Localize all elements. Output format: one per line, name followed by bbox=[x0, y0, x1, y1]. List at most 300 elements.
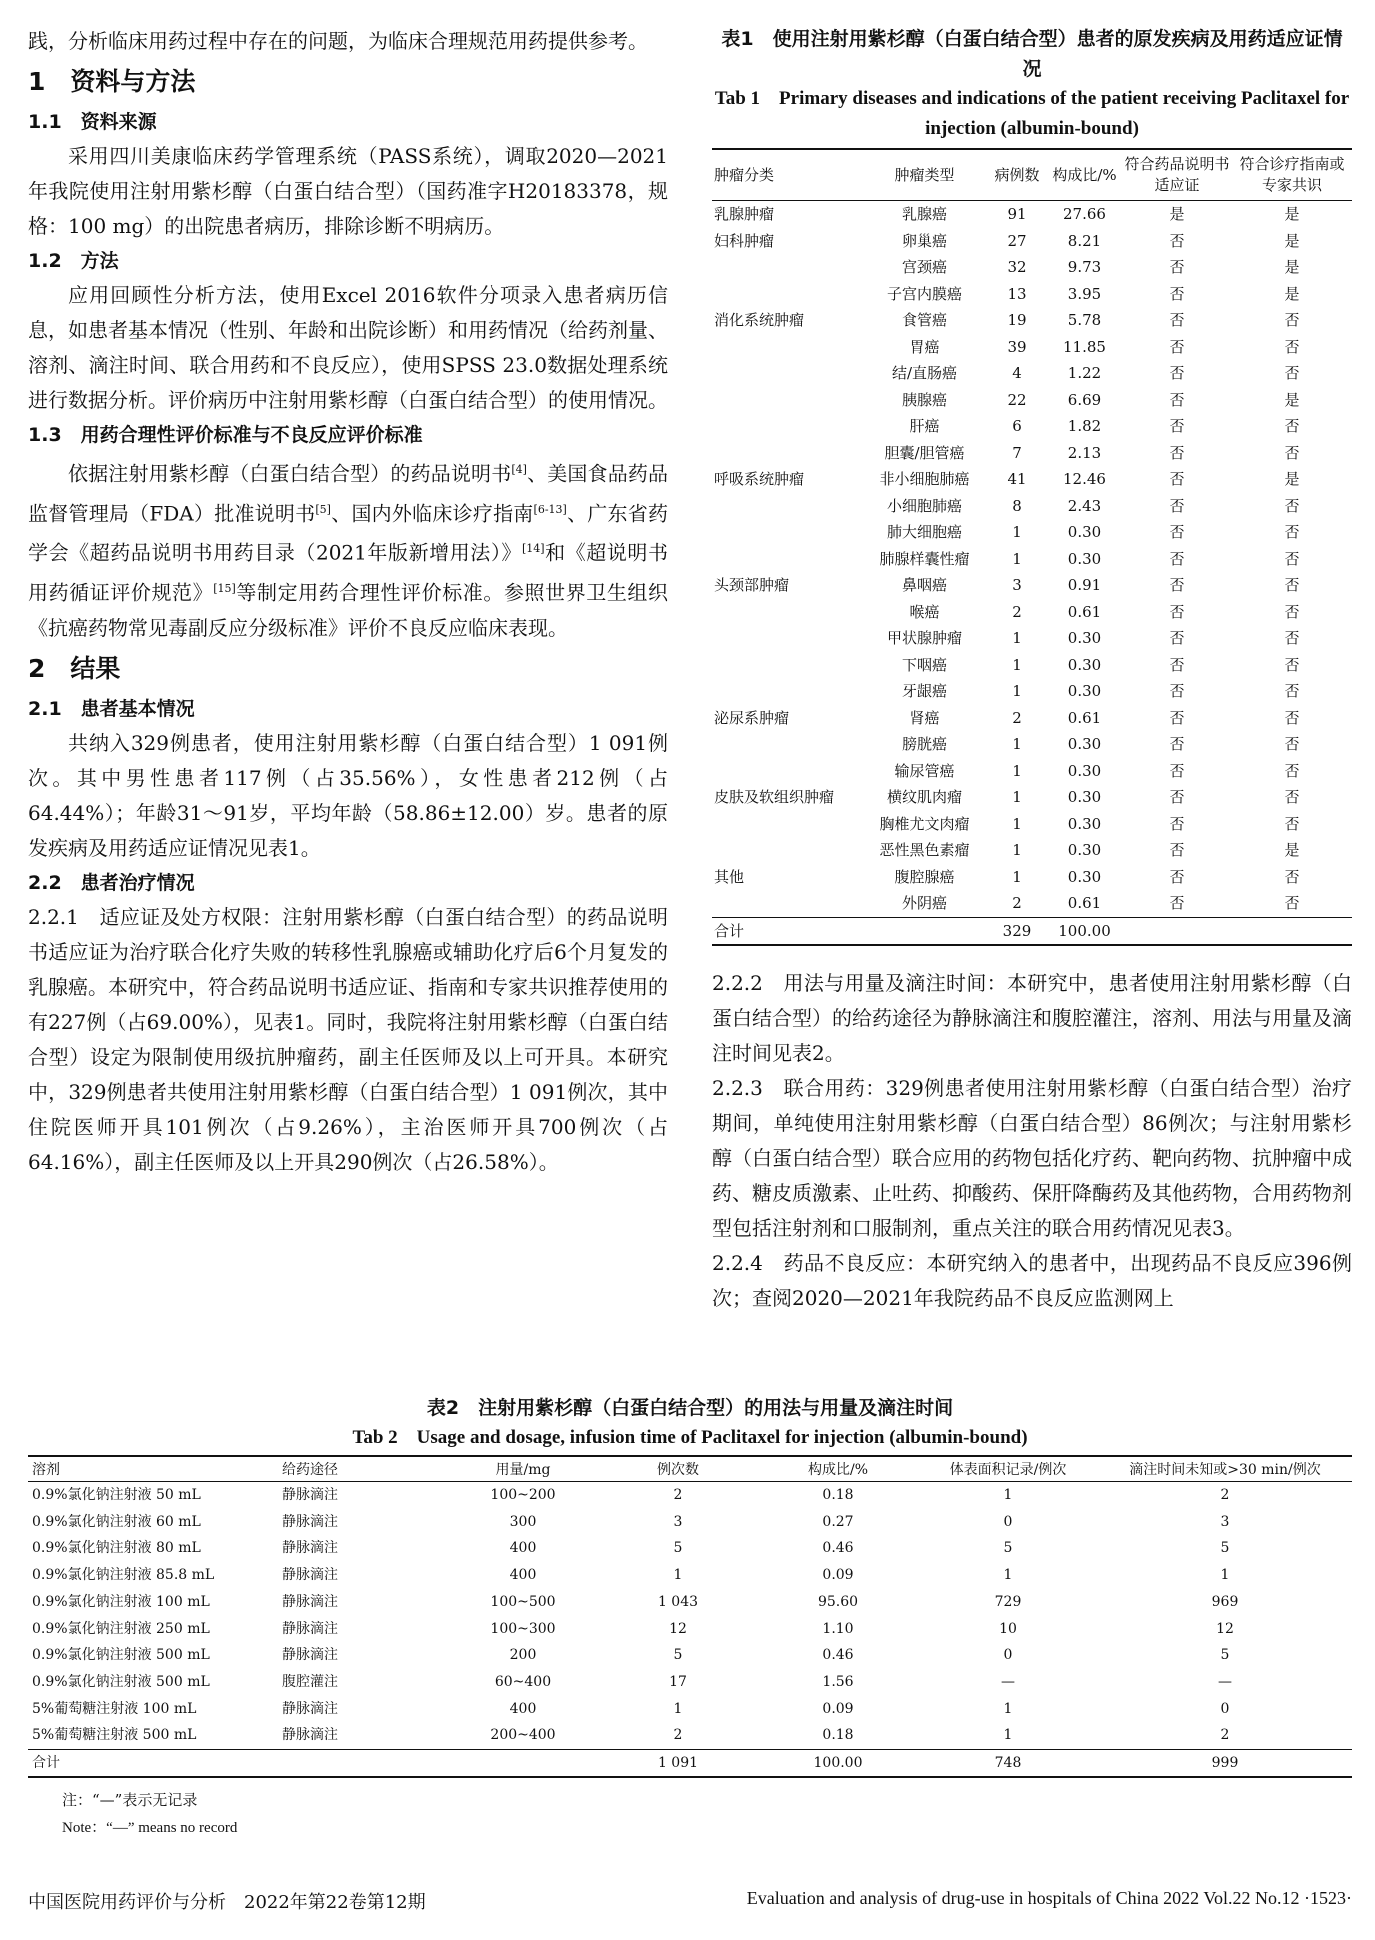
table-row bbox=[712, 334, 1352, 361]
table-cell: 否 bbox=[1169, 841, 1185, 859]
journal-name-cn: 中国医院用药评价与分析 2022年第22卷第12期 bbox=[28, 1892, 426, 1913]
table-cell: 0.30 bbox=[1067, 682, 1102, 700]
table-cell: 否 bbox=[1284, 735, 1300, 753]
table-cell: 静脉滴注 bbox=[282, 1540, 338, 1557]
table-cell: 329 bbox=[1002, 921, 1032, 940]
table-cell: 肺腺样囊性瘤 bbox=[879, 549, 970, 568]
table-cell: — bbox=[1218, 1673, 1232, 1690]
table-cell: 0.30 bbox=[1067, 841, 1102, 859]
table-cell: 100.00 bbox=[1058, 921, 1111, 940]
table-cell: 0.9%氯化钠注射液 100 mL bbox=[32, 1593, 210, 1610]
table-cell: 静脉滴注 bbox=[282, 1513, 338, 1530]
table-2-note-cn: 注：“—”表示无记录 bbox=[62, 1791, 198, 1810]
table-cell: 1 bbox=[1012, 523, 1022, 541]
table-2-caption-en: Tab 2 Usage and dosage, infusion time of Paclitaxel for injection (albumin-bound) bbox=[352, 1427, 1028, 1448]
table-cell: 乳腺癌 bbox=[901, 205, 947, 223]
table-cell: 13 bbox=[1007, 284, 1027, 303]
table-row bbox=[712, 705, 1352, 732]
table-cell: 静脉滴注 bbox=[282, 1593, 338, 1610]
table-cell: 否 bbox=[1284, 867, 1300, 886]
citation: [15] bbox=[213, 581, 236, 595]
table-2-header-row bbox=[28, 1456, 1352, 1482]
table-row bbox=[712, 731, 1352, 758]
table-header-cell: 构成比/% bbox=[1052, 165, 1117, 184]
table-cell: 卵巢癌 bbox=[901, 231, 947, 250]
table-cell: 否 bbox=[1284, 814, 1300, 833]
table-cell bbox=[448, 1750, 598, 1778]
table-cell: 否 bbox=[1169, 576, 1185, 594]
table-cell: 19 bbox=[1007, 311, 1027, 329]
table-cell: 是 bbox=[1284, 284, 1300, 303]
table-cell: 2 bbox=[1012, 602, 1022, 621]
table-cell: 3 bbox=[1012, 576, 1022, 594]
citation: [4] bbox=[511, 463, 527, 476]
table-cell bbox=[1232, 917, 1352, 945]
table-cell: 4 bbox=[1012, 364, 1022, 382]
table-cell: 恶性黑色素瘤 bbox=[879, 841, 970, 859]
table-cell: 下咽癌 bbox=[901, 655, 947, 674]
table-cell: 否 bbox=[1284, 337, 1300, 356]
table-cell bbox=[712, 599, 862, 626]
table-cell bbox=[712, 254, 862, 281]
table-cell: 乳腺肿瘤 bbox=[714, 205, 775, 223]
table-cell: 2.43 bbox=[1067, 496, 1102, 515]
table-cell: 1 bbox=[1003, 1700, 1013, 1717]
table-cell: 宫颈癌 bbox=[901, 258, 947, 276]
table-1-caption-cn: 表1 使用注射用紫杉醇（白蛋白结合型）患者的原发疾病及用药适应证情况 bbox=[721, 28, 1343, 80]
table-cell: 27.66 bbox=[1063, 205, 1106, 223]
table-cell bbox=[712, 387, 862, 414]
table-cell bbox=[862, 917, 987, 945]
section-2-1-title: 2.1 患者基本情况 bbox=[28, 697, 195, 720]
table-cell: 5 bbox=[1220, 1647, 1230, 1664]
table-2-total-row bbox=[28, 1750, 1352, 1778]
table-header-cell: 肿瘤类型 bbox=[894, 165, 955, 184]
page-footer bbox=[28, 1888, 1352, 1914]
table-row bbox=[28, 1509, 1352, 1536]
table-cell bbox=[712, 493, 862, 520]
table-header-cell: 病例数 bbox=[994, 165, 1040, 184]
table-cell: 否 bbox=[1284, 655, 1300, 674]
section-2-2-3-paragraph: 2.2.3 联合用药：329例患者使用注射用紫杉醇（白蛋白结合型）治疗期间，单纯使用注射用紫杉醇（白蛋白结合型）86例次；与注射用紫杉醇（白蛋白结合型）联合应用的药物包括化疗药、靶向药物、抗肿瘤中成药、糖皮质激素、止吐药、抑酸药、保肝降酶药及其他药物，合用药物剂型包括注射剂和口服制剂，重点关注的联合用药情况见表3。 bbox=[712, 1075, 1352, 1240]
table-cell: 否 bbox=[1169, 761, 1185, 780]
table-cell: 否 bbox=[1284, 523, 1300, 541]
table-cell: 0.9%氯化钠注射液 60 mL bbox=[32, 1513, 201, 1530]
table-cell: 1.82 bbox=[1067, 417, 1102, 435]
table-cell: 否 bbox=[1284, 549, 1300, 568]
table-cell: 喉癌 bbox=[909, 602, 940, 621]
table-cell: 否 bbox=[1169, 602, 1185, 621]
table-cell: 否 bbox=[1169, 708, 1185, 727]
table-cell: 0.30 bbox=[1067, 629, 1102, 647]
table-cell: 12 bbox=[669, 1620, 687, 1637]
table-cell: 胃癌 bbox=[909, 337, 940, 356]
table-cell: 969 bbox=[1211, 1593, 1239, 1610]
table-cell: 200 bbox=[509, 1647, 537, 1664]
citation: [14] bbox=[521, 542, 545, 556]
table-cell bbox=[712, 890, 862, 917]
table-cell: 1 bbox=[673, 1700, 683, 1717]
table-cell: 0.30 bbox=[1067, 867, 1102, 886]
table-row bbox=[712, 890, 1352, 917]
table-cell bbox=[712, 519, 862, 546]
table-cell: 100~500 bbox=[490, 1593, 556, 1610]
table-cell: 0.09 bbox=[822, 1700, 854, 1717]
table-row bbox=[712, 837, 1352, 864]
table-cell: 2 bbox=[1220, 1727, 1230, 1744]
section-2-2-1-paragraph: 2.2.1 适应证及处方权限：注射用紫杉醇（白蛋白结合型）的药品说明书适应证为治疗联合化疗失败的转移性乳腺癌或辅助化疗后6个月复发的乳腺癌。本研究中，符合药品说明书适应证、指南和专家共识推荐使用的有227例（占69.00%），见表1。同时，我院将注射用紫杉醇（白蛋白结合型）设定为限制使用级抗肿瘤药，副主任医师及以上可开具。本研究中，329例患者共使用注射用紫杉醇（白蛋白结合型）1 091例次，其中住院医师开具101例次（占9.26%），主治医师开具700例次（占64.16%），副主任医师及以上开具290例次（占26.58%）。 bbox=[28, 904, 668, 1174]
table-cell: 8 bbox=[1012, 496, 1022, 515]
table-row bbox=[712, 652, 1352, 679]
table-cell: 肺大细胞癌 bbox=[886, 523, 962, 541]
table-cell: 否 bbox=[1169, 814, 1185, 833]
table-row bbox=[28, 1642, 1352, 1669]
table-2-block bbox=[28, 1393, 1352, 1842]
table-cell: 2 bbox=[1220, 1487, 1230, 1503]
table-cell: 5 bbox=[1220, 1540, 1230, 1557]
table-cell: 横纹肌肉瘤 bbox=[886, 788, 962, 806]
table-cell: 鼻咽癌 bbox=[901, 576, 947, 594]
table-row bbox=[712, 254, 1352, 281]
table-cell: 否 bbox=[1169, 417, 1185, 435]
table-cell: 肝癌 bbox=[909, 417, 940, 435]
table-cell: 2 bbox=[1012, 894, 1022, 912]
table-cell: 输尿管癌 bbox=[894, 761, 955, 780]
table-header-cell: 滴注时间未知或>30 min/例次 bbox=[1129, 1462, 1321, 1478]
table-cell: 否 bbox=[1169, 390, 1185, 409]
intro-paragraph: 践，分析临床用药过程中存在的问题，为临床合理规范用药提供参考。 bbox=[28, 29, 648, 53]
table-cell: 0 bbox=[1220, 1700, 1230, 1717]
table-cell bbox=[712, 731, 862, 758]
table-cell: 1 091 bbox=[657, 1755, 699, 1772]
section-1-2-paragraph: 应用回顾性分析方法，使用Excel 2016软件分项录入患者病历信息，如患者基本情况（性别、年龄和出院诊断）和用药情况（给药剂量、溶剂、滴注时间、联合用药和不良反应），使用SPSS 23.0数据处理系统进行数据分析。评价病历中注射用紫杉醇（白蛋白结合型）的使用情况。 bbox=[28, 283, 668, 412]
table-row bbox=[28, 1616, 1352, 1643]
table-cell: 0.9%氯化钠注射液 80 mL bbox=[32, 1540, 201, 1557]
table-cell: 1 bbox=[1012, 788, 1022, 806]
table-cell: 0 bbox=[1003, 1647, 1013, 1664]
table-cell: 0.30 bbox=[1067, 814, 1102, 833]
table-cell: 12.46 bbox=[1063, 470, 1106, 488]
table-row bbox=[712, 387, 1352, 414]
table-row bbox=[712, 572, 1352, 599]
table-cell: 1 043 bbox=[657, 1593, 699, 1610]
table-cell: 6 bbox=[1012, 417, 1022, 435]
table-cell bbox=[712, 652, 862, 679]
table-cell: 6.69 bbox=[1067, 390, 1102, 409]
table-cell: 否 bbox=[1169, 549, 1185, 568]
table-cell: 729 bbox=[994, 1593, 1022, 1610]
table-header-cell: 构成比/% bbox=[807, 1462, 869, 1478]
table-cell: 0.9%氯化钠注射液 85.8 mL bbox=[32, 1567, 215, 1584]
table-cell: 1 bbox=[1012, 629, 1022, 647]
table-cell: 否 bbox=[1284, 788, 1300, 806]
table-row bbox=[712, 519, 1352, 546]
table-cell: 小细胞肺癌 bbox=[886, 496, 962, 515]
table-cell: 否 bbox=[1284, 443, 1300, 462]
table-row bbox=[712, 413, 1352, 440]
table-row bbox=[28, 1722, 1352, 1749]
table-cell: 3 bbox=[673, 1513, 683, 1530]
table-cell: 非小细胞肺癌 bbox=[879, 470, 970, 488]
table-row bbox=[28, 1482, 1352, 1509]
table-cell: 3.95 bbox=[1067, 284, 1102, 303]
citation: [5] bbox=[315, 502, 331, 516]
table-cell: 0.30 bbox=[1067, 523, 1102, 541]
table-cell bbox=[278, 1750, 448, 1778]
table-cell: 否 bbox=[1169, 470, 1185, 488]
table-cell: 静脉滴注 bbox=[282, 1647, 338, 1664]
table-cell: 1.10 bbox=[822, 1620, 854, 1637]
table-cell: 1 bbox=[673, 1567, 683, 1584]
table-cell: 子宫内膜癌 bbox=[886, 284, 962, 303]
table-cell: 0.9%氯化钠注射液 50 mL bbox=[32, 1487, 201, 1503]
section-2-2-4-paragraph: 2.2.4 药品不良反应：本研究纳入的患者中，出现药品不良反应396例次；查阅2020—2021年我院药品不良反应监测网上 bbox=[712, 1250, 1352, 1310]
table-cell: 结/直肠癌 bbox=[891, 364, 958, 382]
table-cell: 999 bbox=[1211, 1755, 1239, 1772]
table-cell: 1 bbox=[1012, 735, 1022, 753]
table-cell: 0.09 bbox=[822, 1567, 854, 1584]
table-header-cell: 给药途径 bbox=[282, 1462, 338, 1478]
table-cell bbox=[712, 837, 862, 864]
table-row bbox=[28, 1562, 1352, 1589]
table-cell: 否 bbox=[1169, 682, 1185, 700]
section-1-title: 1 资料与方法 bbox=[28, 67, 196, 96]
journal-name-en: Evaluation and analysis of drug-use in hospitals of China 2022 Vol.22 No.12 ·1523· bbox=[746, 1888, 1352, 1908]
table-cell: 牙龈癌 bbox=[901, 682, 947, 700]
table-cell: 10 bbox=[999, 1620, 1017, 1637]
table-cell: 5 bbox=[673, 1647, 683, 1664]
table-cell: 否 bbox=[1284, 364, 1300, 382]
table-cell: 9.73 bbox=[1067, 258, 1102, 276]
table-cell: 0.61 bbox=[1067, 708, 1102, 727]
table-cell: 0.30 bbox=[1067, 549, 1102, 568]
table-row bbox=[28, 1589, 1352, 1616]
table-cell bbox=[712, 413, 862, 440]
table-cell: 静脉滴注 bbox=[282, 1700, 338, 1717]
table-header-cell: 符合诊疗指南或专家共识 bbox=[1239, 155, 1345, 194]
table-cell: 胰腺癌 bbox=[901, 390, 947, 409]
table-cell: 5 bbox=[1003, 1540, 1013, 1557]
table-cell bbox=[712, 758, 862, 785]
table-cell: 否 bbox=[1169, 894, 1185, 912]
table-cell: 否 bbox=[1169, 735, 1185, 753]
table-cell bbox=[1122, 917, 1232, 945]
table-cell: 0.9%氯化钠注射液 500 mL bbox=[32, 1673, 210, 1690]
table-cell: 是 bbox=[1284, 841, 1300, 859]
table-cell: 否 bbox=[1284, 708, 1300, 727]
table-cell: 400 bbox=[509, 1540, 537, 1557]
table-row bbox=[712, 758, 1352, 785]
table-cell: 否 bbox=[1284, 417, 1300, 435]
table-cell: 0.18 bbox=[822, 1727, 854, 1744]
table-cell: 否 bbox=[1169, 496, 1185, 515]
table-cell: 是 bbox=[1284, 390, 1300, 409]
table-cell: 3 bbox=[1220, 1513, 1230, 1530]
table-row bbox=[712, 307, 1352, 334]
table-cell: 0.9%氯化钠注射液 500 mL bbox=[32, 1647, 210, 1664]
table-row bbox=[28, 1669, 1352, 1696]
section-1-1-title: 1.1 资料来源 bbox=[28, 111, 157, 133]
section-2-1-paragraph: 共纳入329例患者，使用注射用紫杉醇（白蛋白结合型）1 091例次。其中男性患者117例（占35.56%），女性患者212例（占64.44%）；年龄31～91岁，平均年龄（58.86±12.00）岁。患者的原发疾病及用药适应证情况见表1。 bbox=[28, 730, 668, 860]
left-column bbox=[28, 24, 668, 1180]
table-row bbox=[712, 201, 1352, 228]
table-cell: 静脉滴注 bbox=[282, 1487, 338, 1503]
table-cell: 400 bbox=[509, 1567, 537, 1584]
table-cell: 食管癌 bbox=[901, 311, 947, 329]
table-cell: 0.30 bbox=[1067, 761, 1102, 780]
table-cell: 11.85 bbox=[1063, 337, 1106, 356]
table-cell: 100~200 bbox=[490, 1487, 556, 1503]
table-cell: 否 bbox=[1169, 258, 1185, 276]
table-row bbox=[712, 228, 1352, 255]
table-cell: 2 bbox=[673, 1487, 683, 1503]
table-cell: 消化系统肿瘤 bbox=[714, 311, 805, 329]
table-cell: 是 bbox=[1169, 205, 1185, 223]
table-cell: 0.18 bbox=[822, 1487, 854, 1503]
table-cell: 呼吸系统肿瘤 bbox=[714, 470, 805, 488]
table-cell: 是 bbox=[1284, 258, 1300, 276]
table-cell: 1 bbox=[1003, 1727, 1013, 1744]
table-cell: 748 bbox=[994, 1755, 1022, 1772]
table-cell: 否 bbox=[1169, 443, 1185, 462]
table-cell: 0.46 bbox=[822, 1540, 854, 1557]
table-cell: 否 bbox=[1284, 894, 1300, 912]
table-cell: 0.30 bbox=[1067, 655, 1102, 674]
table-cell: 0.61 bbox=[1067, 894, 1102, 912]
page-number: ·1523· bbox=[1304, 1888, 1352, 1908]
table-cell: 是 bbox=[1284, 205, 1300, 223]
table-cell: 1 bbox=[1012, 814, 1022, 833]
section-1-1-paragraph: 采用四川美康临床药学管理系统（PASS系统），调取2020—2021年我院使用注射用紫杉醇（白蛋白结合型）（国药准字H20183378，规格：100 mg）的出院患者病历，排除诊断不明病历。 bbox=[28, 144, 668, 238]
table-row bbox=[712, 281, 1352, 308]
table-header-cell: 溶剂 bbox=[32, 1462, 60, 1478]
table-header-cell: 例次数 bbox=[657, 1462, 699, 1478]
table-2 bbox=[28, 1455, 1352, 1778]
table-1-header-row bbox=[712, 149, 1352, 201]
table-row bbox=[28, 1696, 1352, 1723]
table-cell: 否 bbox=[1169, 788, 1185, 806]
table-cell: 合计 bbox=[714, 921, 745, 940]
section-2-2-title: 2.2 患者治疗情况 bbox=[28, 871, 195, 894]
table-cell: 否 bbox=[1284, 576, 1300, 594]
table-cell: 否 bbox=[1169, 231, 1185, 250]
table-cell: 静脉滴注 bbox=[282, 1620, 338, 1637]
citation: [6-13] bbox=[533, 502, 567, 516]
table-header-cell: 用量/mg bbox=[495, 1462, 551, 1478]
table-header-cell: 符合药品说明书适应证 bbox=[1124, 155, 1230, 194]
table-cell: 腹腔腺癌 bbox=[894, 867, 955, 886]
table-header-cell: 体表面积记录/例次 bbox=[949, 1462, 1067, 1478]
right-column bbox=[712, 24, 1352, 1316]
table-cell bbox=[712, 281, 862, 308]
table-cell: 95.60 bbox=[817, 1593, 859, 1610]
table-cell: 32 bbox=[1007, 258, 1027, 276]
table-row bbox=[712, 466, 1352, 493]
table-cell bbox=[712, 334, 862, 361]
table-2-note-en: Note：“—” means no record bbox=[62, 1820, 238, 1837]
table-cell: 头颈部肿瘤 bbox=[714, 576, 790, 594]
table-cell: 0.30 bbox=[1067, 735, 1102, 753]
table-cell: 27 bbox=[1007, 231, 1027, 250]
table-cell: 1.56 bbox=[822, 1673, 854, 1690]
table-row bbox=[712, 864, 1352, 891]
table-cell: 皮肤及软组织肿瘤 bbox=[714, 788, 835, 806]
table-1-total-row bbox=[712, 917, 1352, 945]
section-1-2-title: 1.2 方法 bbox=[28, 250, 119, 272]
table-cell: 其他 bbox=[714, 867, 745, 886]
table-cell bbox=[712, 546, 862, 573]
table-cell: 200~400 bbox=[490, 1727, 556, 1744]
table-cell: 妇科肿瘤 bbox=[714, 231, 775, 250]
table-cell: 1 bbox=[1012, 867, 1022, 886]
table-cell: 静脉滴注 bbox=[282, 1567, 338, 1584]
table-cell: 胸椎尤文肉瘤 bbox=[879, 814, 970, 833]
table-row bbox=[28, 1535, 1352, 1562]
table-cell: 0 bbox=[1003, 1513, 1013, 1530]
table-cell: 是 bbox=[1284, 231, 1300, 250]
table-cell: 泌尿系肿瘤 bbox=[714, 708, 790, 727]
table-cell: 否 bbox=[1284, 311, 1300, 329]
table-cell: 1 bbox=[1012, 549, 1022, 568]
table-cell: 1.22 bbox=[1067, 364, 1102, 382]
table-cell: 41 bbox=[1007, 470, 1027, 488]
table-cell: 胆囊/胆管癌 bbox=[884, 443, 965, 462]
table-cell: 100~300 bbox=[490, 1620, 556, 1637]
table-cell: 静脉滴注 bbox=[282, 1727, 338, 1744]
section-1-3-title: 1.3 用药合理性评价标准与不良反应评价标准 bbox=[28, 424, 423, 446]
table-cell: 1 bbox=[1003, 1487, 1013, 1503]
table-cell: 否 bbox=[1284, 496, 1300, 515]
table-cell: 2 bbox=[1012, 708, 1022, 727]
table-cell: 否 bbox=[1169, 655, 1185, 674]
section-1-3-paragraph: 依据注射用紫杉醇（白蛋白结合型）的药品说明书[4]、美国食品药品监督管理局（FDA）批准说明书[5]、国内外临床诊疗指南[6-13]、广东省药学会《超药品说明书用药目录（2021年版新增用法）》[14]和《超说明书用药循证评价规范》[15]等制定用药合理性评价标准。参照世界卫生组织《抗癌药物常见毒副反应分级标准》评价不良反应临床表现。 bbox=[28, 461, 669, 640]
table-cell: 1 bbox=[1003, 1567, 1013, 1584]
table-cell bbox=[712, 811, 862, 838]
table-cell: 1 bbox=[1220, 1567, 1230, 1584]
table-cell: 400 bbox=[509, 1700, 537, 1717]
table-cell: 2 bbox=[673, 1727, 683, 1744]
table-cell: 300 bbox=[509, 1513, 537, 1530]
table-cell: 0.46 bbox=[822, 1647, 854, 1664]
table-cell: 膀胱癌 bbox=[901, 735, 947, 753]
table-row bbox=[712, 546, 1352, 573]
table-row bbox=[712, 493, 1352, 520]
table-cell: 5%葡萄糖注射液 100 mL bbox=[32, 1700, 197, 1717]
table-cell: 39 bbox=[1007, 337, 1027, 356]
table-cell: 否 bbox=[1284, 682, 1300, 700]
table-row bbox=[712, 440, 1352, 467]
table-2-caption-cn: 表2 注射用紫杉醇（白蛋白结合型）的用法与用量及滴注时间 bbox=[426, 1397, 954, 1419]
table-cell: 否 bbox=[1284, 629, 1300, 647]
table-header-cell: 肿瘤分类 bbox=[714, 165, 775, 184]
table-cell: 否 bbox=[1169, 629, 1185, 647]
table-row bbox=[712, 678, 1352, 705]
table-cell bbox=[712, 625, 862, 652]
table-cell: 否 bbox=[1169, 284, 1185, 303]
table-cell: 合计 bbox=[32, 1755, 60, 1772]
table-row bbox=[712, 599, 1352, 626]
table-cell: 100.00 bbox=[813, 1755, 863, 1772]
table-cell: 0.91 bbox=[1067, 576, 1102, 594]
table-cell: 7 bbox=[1012, 443, 1022, 462]
table-cell: 肾癌 bbox=[909, 708, 940, 727]
table-cell: 1 bbox=[1012, 841, 1022, 859]
table-cell: 否 bbox=[1169, 867, 1185, 886]
table-cell: 5.78 bbox=[1067, 311, 1102, 329]
table-cell: 甲状腺肿瘤 bbox=[886, 629, 962, 647]
section-2-2-2-paragraph: 2.2.2 用法与用量及滴注时间：本研究中，患者使用注射用紫杉醇（白蛋白结合型）的给药途径为静脉滴注和腹腔灌注，溶剂、用法与用量及滴注时间见表2。 bbox=[712, 970, 1352, 1065]
table-cell bbox=[712, 360, 862, 387]
